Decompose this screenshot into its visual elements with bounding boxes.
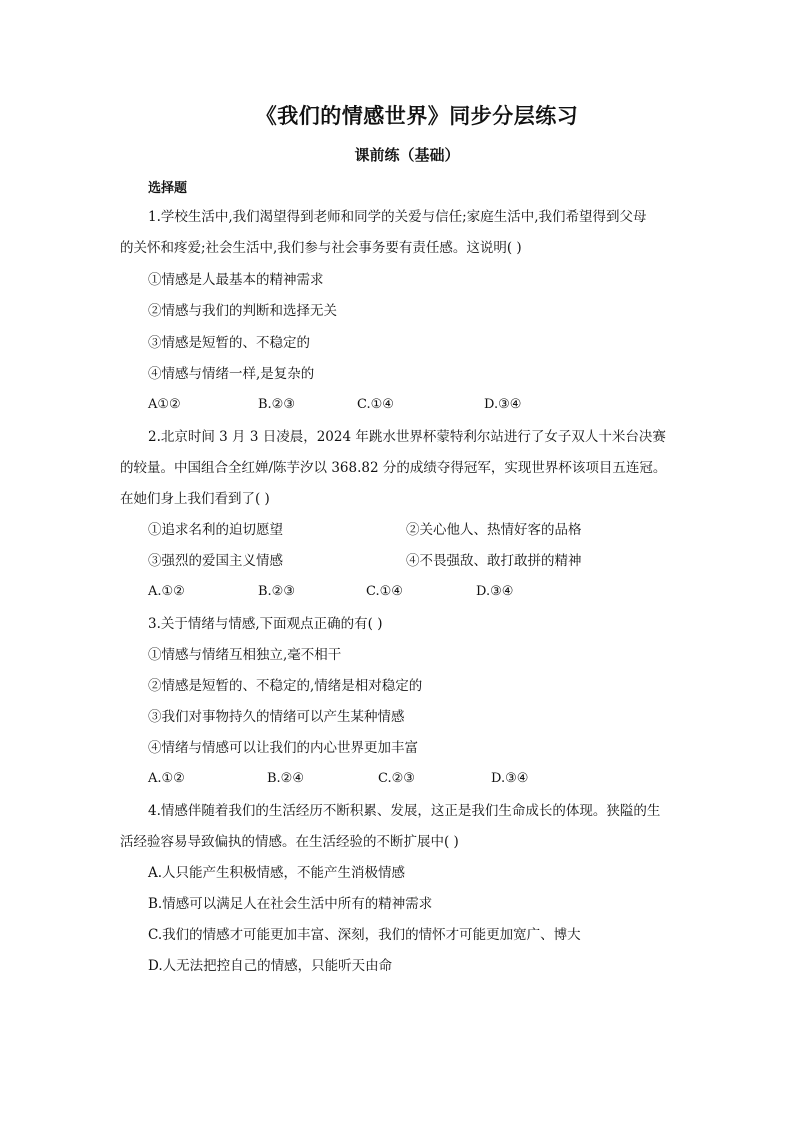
question-2-choice-c: C.①④ — [366, 584, 403, 599]
question-2-choice-d: D.③④ — [476, 584, 514, 599]
question-1-statement-4: ④情感与情绪一样,是复杂的 — [148, 366, 315, 382]
question-2-statement-2: ②关心他人、热情好客的品格 — [406, 522, 582, 538]
question-4-choice-c: C.我们的情感才可能更加丰富、深刻，我们的情怀才可能更加宽广、博大 — [148, 927, 581, 943]
question-3-statement-2: ②情感是短暂的、不稳定的,情绪是相对稳定的 — [148, 678, 423, 694]
page-title: 《我们的情感世界》同步分层练习 — [255, 103, 579, 128]
question-2-text-line-3: 在她们身上我们看到了( ) — [120, 491, 270, 507]
question-3-choice-b: B.②④ — [267, 771, 304, 786]
question-4-choice-a: A.人只能产生积极情感，不能产生消极情感 — [148, 865, 406, 881]
question-4-choice-b: B.情感可以满足人在社会生活中所有的精神需求 — [148, 896, 433, 912]
question-1-choice-c: C.①④ — [357, 397, 394, 412]
question-2-choice-a: A.①② — [148, 584, 185, 599]
question-4-text-line-2: 活经验容易导致偏执的情感。在生活经验的不断扩展中( ) — [120, 834, 459, 850]
question-1-text-line-2: 的关怀和疼爱;社会生活中,我们参与社会事务要有责任感。这说明( ) — [120, 240, 522, 256]
question-3-statement-3: ③我们对事物持久的情绪可以产生某种情感 — [148, 709, 405, 725]
question-1-choice-b: B.②③ — [258, 397, 295, 412]
question-2-text-line-2: 的较量。中国组合全红婵/陈芋汐以 368.82 分的成绩夺得冠军，实现世界杯该项目五连冠。 — [120, 460, 667, 476]
question-3-choice-c: C.②③ — [378, 771, 415, 786]
question-3-statement-1: ①情感与情绪互相独立,毫不相干 — [148, 647, 342, 663]
question-4-text-line-1: 4.情感伴随着我们的生活经历不断积累、发展，这正是我们生命成长的体现。狭隘的生 — [148, 803, 661, 819]
question-3-choice-d: D.③④ — [491, 771, 529, 786]
question-1-choice-a: A①② — [148, 397, 181, 412]
section-heading: 选择题 — [148, 181, 188, 196]
question-2-statement-1: ①追求名利的迫切愿望 — [148, 522, 283, 538]
question-3-statement-4: ④情绪与情感可以让我们的内心世界更加丰富 — [148, 740, 418, 756]
question-2-text-line-1: 2.北京时间 3 月 3 日凌晨，2024 年跳水世界杯蒙特利尔站进行了女子双人十米台决赛 — [148, 429, 666, 445]
question-2-choice-b: B.②③ — [258, 584, 295, 599]
question-1-statement-2: ②情感与我们的判断和选择无关 — [148, 303, 337, 319]
question-3-choice-a: A.①② — [148, 771, 185, 786]
question-2-statement-3: ③强烈的爱国主义情感 — [148, 553, 283, 569]
question-3-text-line-1: 3.关于情绪与情感,下面观点正确的有( ) — [148, 616, 383, 632]
question-1-text-line-1: 1.学校生活中,我们渴望得到老师和同学的关爱与信任;家庭生活中,我们希望得到父母 — [148, 209, 647, 225]
question-1-statement-3: ③情感是短暂的、不稳定的 — [148, 335, 310, 351]
question-1-statement-1: ①情感是人最基本的精神需求 — [148, 272, 324, 288]
page-subtitle: 课前练（基础） — [354, 146, 460, 164]
question-2-statement-4: ④不畏强敌、敢打敢拼的精神 — [406, 553, 582, 569]
question-1-choice-d: D.③④ — [484, 397, 522, 412]
question-4-choice-d: D.人无法把控自己的情感，只能听天由命 — [148, 958, 393, 974]
